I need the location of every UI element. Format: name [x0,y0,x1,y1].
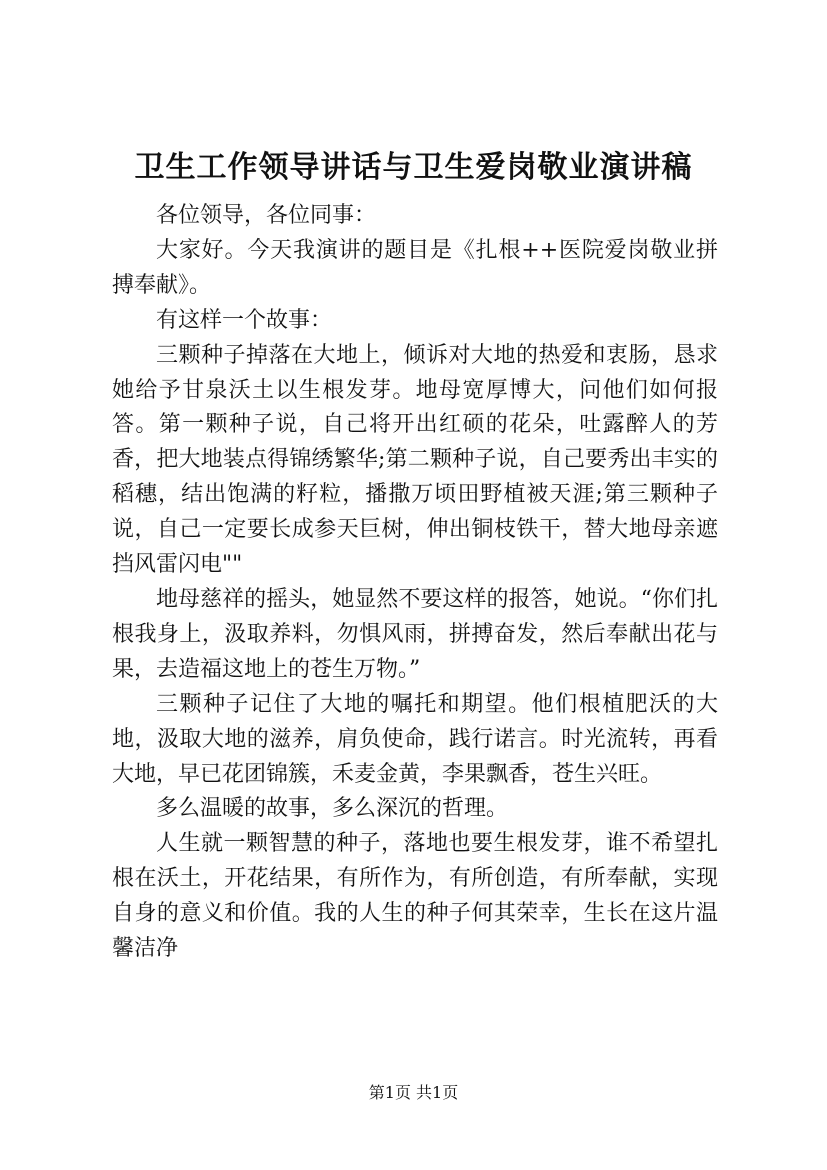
document-title: 卫生工作领导讲话与卫生爱岗敬业演讲稿 [134,150,693,185]
paragraph-reflection: 多么温暖的故事，多么深沉的哲理。 [156,796,509,822]
paragraph-three-seeds: 三颗种子掉落在大地上，倾诉对大地的热爱和衷肠，恳求她给予甘泉沃土以生根发芽。地母宽厚博大，问他们如何报答。第一颗种子说，自己将开出红硕的花朵，吐露醉人的芳香，把大地装点得锦绣繁华;第二颗种子说，自己要秀出丰实的稻穗，结出饱满的籽粒，播撒万顷田野植被天涯;第三颗种子说，自己一定要长成参天巨树，伸出铜枝铁干，替大地母亲遮挡风雷闪电"" [112,342,718,578]
paragraph-greeting: 大家好。今天我演讲的题目是《扎根++医院爱岗敬业拼搏奉献》。 [112,237,718,298]
document-body [112,199,718,967]
page-footer: 第1页 共1页 [368,1083,459,1102]
paragraph-earth-mother: 地母慈祥的摇头，她显然不要这样的报答，她说。“你们扎根我身上，汲取养料，勿惧风雨，拼搏奋发，然后奉献出花与果，去造福这地上的苍生万物。” [112,586,718,682]
paragraph-seeds-remember: 三颗种子记住了大地的嘱托和期望。他们根植肥沃的大地，汲取大地的滋养，肩负使命，践行诺言。时光流转，再看大地，早已花团锦簇，禾麦金黄，李果飘香，苍生兴旺。 [112,691,718,787]
paragraph-salutation: 各位领导，各位同事： [156,203,377,228]
paragraph-story-intro: 有这样一个故事： [156,307,333,333]
paragraph-life-seed: 人生就一颗智慧的种子，落地也要生根发芽，谁不希望扎根在沃土，开花结果，有所作为，有所创造，有所奉献，实现自身的意义和价值。我的人生的种子何其荣幸，生长在这片温馨洁净 [112,831,718,962]
